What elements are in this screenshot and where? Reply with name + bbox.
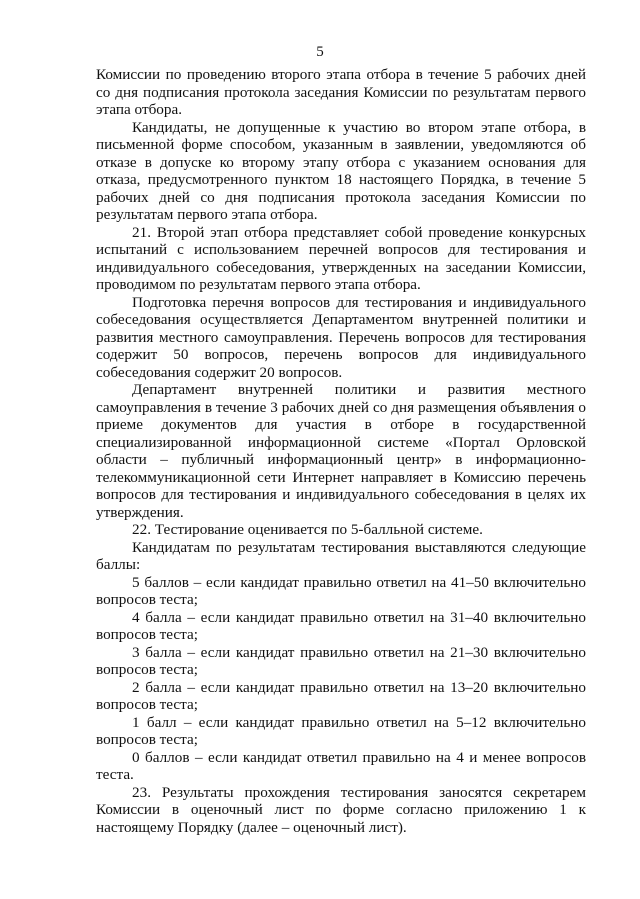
paragraph-question-list-preparation: Подготовка перечня вопросов для тестирования и индивидуального собеседования осуществляется Департаментом внутренней политики и развития местного самоуправления. Перечень вопросов для тестирования содержит 50 вопросов, перечень вопросов для индивидуального собеседования содержит 20 вопросов.	[96, 293, 586, 381]
paragraph-23-evaluation-sheet: 23. Результаты прохождения тестирования заносятся секретарем Комиссии в оценочный лист по форме согласно приложению 1 к настоящему Порядку (далее – оценочный лист).	[96, 783, 586, 836]
document-body	[96, 66, 586, 836]
paragraph-21-second-stage: 21. Второй этап отбора представляет собой проведение конкурсных испытаний с использованием перечней вопросов для тестирования и индивидуального собеседования, утвержденных на заседании Комиссии, проводимом по результатам первого этапа отбора.	[96, 223, 586, 293]
paragraph-22-scoring-system: 22. Тестирование оценивается по 5-балльной системе.	[132, 521, 483, 538]
page-number: 5	[316, 44, 324, 60]
list-item-score-2: 2 балла – если кандидат правильно ответил на 13–20 включительно вопросов теста;	[96, 678, 586, 713]
list-item-score-5: 5 баллов – если кандидат правильно ответил на 41–50 включительно вопросов теста;	[96, 573, 586, 608]
paragraph-rejected-candidates: Кандидаты, не допущенные к участию во втором этапе отбора, в письменной форме способом, указанным в заявлении, уведомляются об отказе в допуске ко второму этапу отбора с указанием основания для отказа, предусмотренного пунктом 18 настоящего Порядка, в течение 5 рабочих дней со дня подписания протокола заседания Комиссии по результатам первого этапа отбора.	[96, 118, 586, 223]
list-item-score-1: 1 балл – если кандидат правильно ответил на 5–12 включительно вопросов теста;	[96, 713, 586, 748]
list-item-score-4: 4 балла – если кандидат правильно ответил на 31–40 включительно вопросов теста;	[96, 608, 586, 643]
paragraph-commission-timeline: Комиссии по проведению второго этапа отбора в течение 5 рабочих дней со дня подписания протокола заседания Комиссии по результатам первого этапа отбора.	[96, 66, 586, 118]
list-item-score-3: 3 балла – если кандидат правильно ответил на 21–30 включительно вопросов теста;	[96, 643, 586, 678]
paragraph-department-submission: Департамент внутренней политики и развития местного самоуправления в течение 3 рабочих дней со дня размещения объявления о приеме документов для участия в отборе в государственной специализированной информационной системе «Портал Орловской области – публичный информационный центр» в информационно-телекоммуникационной сети Интернет направляет в Комиссию перечень вопросов для тестирования и индивидуального собеседования в целях их утверждения.	[96, 381, 586, 521]
paragraph-scores-intro: Кандидатам по результатам тестирования выставляются следующие баллы:	[96, 538, 586, 573]
list-item-score-0: 0 баллов – если кандидат ответил правильно на 4 и менее вопросов теста.	[96, 748, 586, 783]
